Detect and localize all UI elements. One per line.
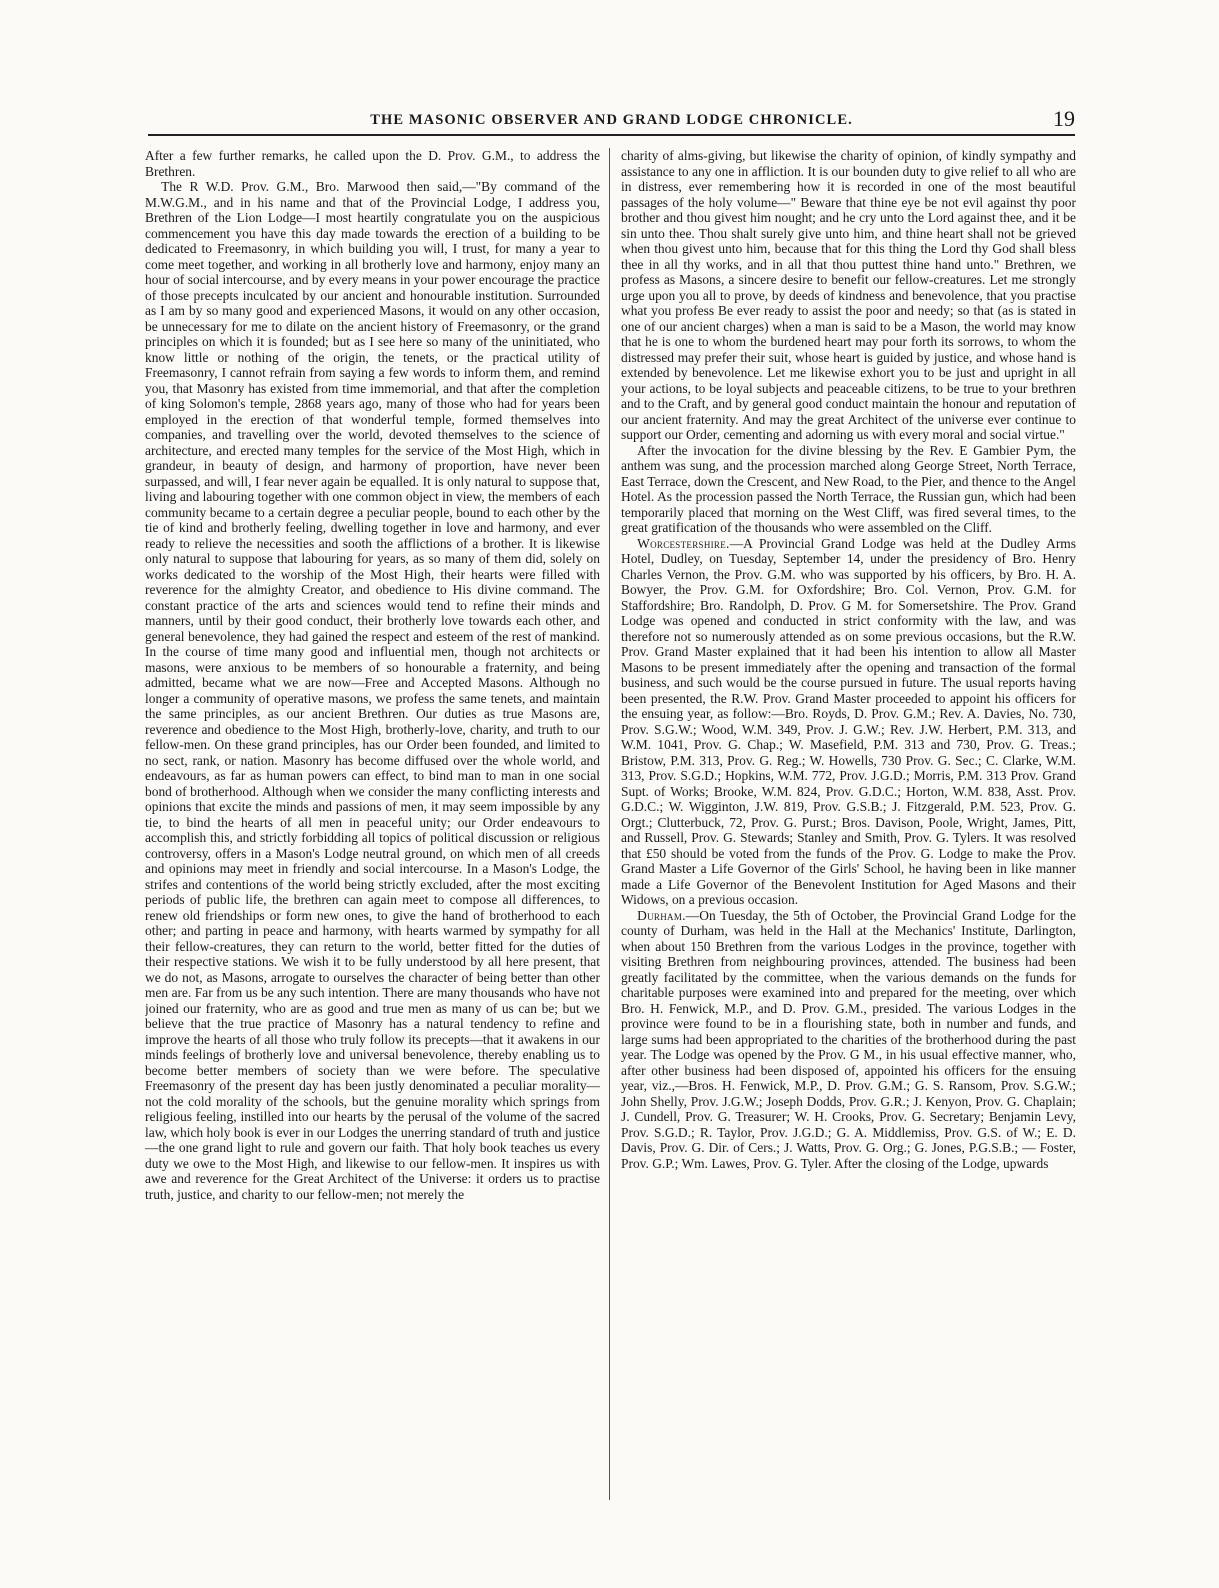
column-divider xyxy=(609,148,610,1500)
paragraph: The R W.D. Prov. G.M., Bro. Marwood then said,—"By command of the M.W.G.M., and in his name and that of the Provincial Lodge, I address you, Brethren of the Lion Lodge—I most heartily congratulate you on the auspicious commencement you have this day made towards the erection of a building to be dedicated to Freemasonry, in which building you will, I trust, for many a year to come meet together, and working in all brotherly love and harmony, enjoy many an hour of social intercourse, and by every means in your power encourage the practice of those precepts inculcated by our ancient and honourable institution. Surrounded as I am by so many good and experienced Masons, it would on any other occasion, be unnecessary for me to dilate on the ancient history of Freemasonry, or the grand principles on which it is founded; but as I see here so many of the uninitiated, who know little or nothing of the origin, the tenets, or the practical utility of Freemasonry, I cannot refrain from saying a few words to inform them, and remind you, that Masonry has existed from time immemorial, and that after the completion of king Solomon's temple, 2868 years ago, many of those who had for years been employed in the erection of that wonderful temple, formed themselves into companies, and travelling over the world, devoted themselves to the science of architecture, and erected many temples for the service of the Most High, which in grandeur, in beauty of design, and harmony of proportion, have never been surpassed, and will, I fear never again be equalled. It is only natural to suppose that, living and labouring together with one common object in view, the members of each community became to a certain degree a peculiar people, bound to each other by the tie of kind and brotherly feeling, dwelling together in love and harmony, and ever ready to relieve the necessities and sooth the afflictions of a brother. It is likewise only natural to suppose that labouring for years, as so many of them did, solely on works dedicated to the worship of the Most High, their hearts were filled with reverence for the almighty Creator, and obedience to His divine command. The constant practice of the arts and sciences would tend to refine their minds and manners, until by their good conduct, their brotherly love towards each other, and general benevolence, they had gained the respect and esteem of the rest of mankind. In the course of time many good and influential men, though not architects or masons, were anxious to be members of so honourable a fraternity, and being admitted, became what we are now—Free and Accepted Masons. Although no longer a community of operative masons, we profess the same tenets, and maintain the same principles, as our ancient Brethren. Our duties as true Masons are, reverence and obedience to the Most High, brotherly-love, charity, and truth to our fellow-men. On these grand principles, has our Order been founded, and limited to no sect, rank, or nation. Masonry has become diffused over the whole world, and endeavours, as far as human powers can effect, to bind man to man in one social bond of brotherhood. Although when we consider the many conflicting interests and opinions that excite the minds and passions of men, it may seem impossible by any tie, to bind the hearts of all men in peaceful unity; our Order endeavours to accomplish this, and strictly forbidding all topics of political discussion or religious controversy, offers in a Mason's Lodge neutral ground, on which men of all creeds and opinions may meet in friendly and social intercourse. In a Mason's Lodge, the strifes and contentions of the world being strictly excluded, after the most exciting periods of public life, the brethren can again meet to compose all differences, to renew old friendships or form new ones, to give the hand of brotherhood to each other; and parting in peace and harmony, with hearts warmed by sympathy for all their fellow-creatures, they can return to the world, better fitted for the duties of their respective stations. We wish it to be fully understood by all here present, that we do not, as Masons, arrogate to ourselves the character of being better than other men are. Far from us be any such intention. There are many thousands who have not joined our fraternity, who are as good and true men as many of us can be; but we believe that the true practice of Masonry has a natural tendency to refine and improve the hearts of all those who truly follow its precepts—that it awakens in our minds feelings of brotherly love and universal benevolence, thereby enabling us to become better members of society than we were before. The speculative Freemasonry of the present day has been justly denominated a peculiar morality—not the cold morality of the schools, but the genuine morality which springs from religious feeling, instilled into our hearts by the perusal of the volume of the sacred law, which holy book is ever in our Lodges the unerring standard of truth and justice—the one grand light to rule and govern our faith. That holy book teaches us every duty we owe to the Most High, and likewise to our fellow-men. It inspires us with awe and reverence for the Great Architect of the Universe: it orders us to practise truth, justice, and charity to our fellow-men; not merely the xyxy=(145,179,600,1202)
page-number: 19 xyxy=(1053,106,1075,131)
paragraph-text: —On Tuesday, the 5th of October, the Provincial Grand Lodge for the county of Durham, was held in the Hall at the Mechanics' Institute, Darlington, when about 150 Brethren from the various Lodges in the province, together with visiting Brethren from neighbouring provinces, attended. The business had been greatly facilitated by the committee, when the various demands on the funds for charitable purposes were examined into and prepared for the meeting, over which Bro. H. Fenwick, M.P., and D. Prov. G.M., presided. The various Lodges in the province were found to be in a flourishing state, both in number and funds, and large sums had been appropriated to the charities of the brotherhood during the past year. The Lodge was opened by the Prov. G M., in his usual effective manner, who, after other business had been disposed of, appointed his officers for the ensuing year, viz.,—Bros. H. Fenwick, M.P., D. Prov. G.M.; G. S. Ransom, Prov. S.G.W.; John Shelly, Prov. J.G.W.; Joseph Dodds, Prov. G.R.; J. Kenyon, Prov. G. Chaplain; J. Cundell, Prov. G. Treasurer; W. H. Crooks, Prov. G. Secretary; Benjamin Levy, Prov. S.G.D.; R. Taylor, Prov. J.G.D.; G. A. Middlemiss, Prov. G.S. of W.; E. D. Davis, Prov. G. Dir. of Cers.; J. Watts, Prov. G. Org.; G. Jones, P.G.S.B.; — Foster, Prov. G.P.; Wm. Lawes, Prov. G. Tyler. After the closing of the Lodge, upwards xyxy=(621,907,1076,1171)
paragraph-text: —A Provincial Grand Lodge was held at the Dudley Arms Hotel, Dudley, on Tuesday, September 14, under the presidency of Bro. Henry Charles Vernon, the Prov. G.M. who was supported by his officers, by Bro. H. A. Bowyer, the Prov. G.M. for Oxfordshire; Bro. Col. Vernon, Prov. G.M. for Staffordshire; Bro. Randolph, D. Prov. G M. for Somersetshire. The Prov. Grand Lodge was opened and conducted in strict conformity with the law, and was therefore not so numerously attended as on some previous occasions, but the R.W. Prov. Grand Master explained that it had been his intention to allow all Master Masons to be present immediately after the opening and transaction of the formal business, and such would be the course pursued in future. The usual reports having been presented, the R.W. Prov. Grand Master proceeded to appoint his officers for the ensuing year, as follow:—Bro. Royds, D. Prov. G.M.; Rev. A. Davies, No. 730, Prov. S.G.W.; Wood, W.M. 349, Prov. J. G.W.; Rev. J.W. Herbert, P.M. 313, and W.M. 1041, Prov. G. Chap.; W. Masefield, P.M. 313 and 730, Prov. G. Treas.; Bristow, P.M. 313, Prov. G. Reg.; W. Howells, 730 Prov. G. Sec.; C. Clarke, W.M. 313, Prov. S.G.D.; Hopkins, W.M. 772, Prov. J.G.D.; Morris, P.M. 313 Prov. Grand Supt. of Works; Brooke, W.M. 824, Prov. G.D.C.; Horton, W.M. 838, Asst. Prov. G.D.C.; W. Wigginton, J.W. 819, Prov. G.S.B.; J. Fitzgerald, P.M. 523, Prov. G. Orgt.; Clutterbuck, 72, Prov. G. Purst.; Bros. Davison, Poole, Wright, James, Pitt, and Russell, Prov. G. Stewards; Stanley and Smith, Prov. G. Tylers. It was resolved that £50 should be voted from the funds of the Prov. G. Lodge to make the Prov. Grand Master a Life Governor of the Girls' School, he having been in like manner made a Life Governor of the Benevolent Institution for Aged Masons and their Widows, on a previous occasion. xyxy=(621,535,1076,907)
paragraph: After the invocation for the divine blessing by the Rev. E Gambier Pym, the anthem was sung, and the procession marched along George Street, North Terrace, East Terrace, down the Crescent, and New Road, to the Pier, and thence to the Angel Hotel. As the procession passed the North Terrace, the Russian gun, which had been temporarily placed that morning on the West Cliff, was fired several times, to the great gratification of the thousands who were assembled on the Cliff. xyxy=(621,442,1076,535)
left-column xyxy=(145,148,600,1500)
right-column xyxy=(621,148,1076,1500)
section-lead: Durham. xyxy=(637,907,686,923)
paragraph: charity of alms-giving, but likewise the charity of opinion, of kindly sympathy and assistance to any one in affliction. It is our bounden duty to give relief to all who are in distress, ever remembering how it is recorded in one of the most beautiful passages of the holy volume—" Beware that thine eye be not evil against thy poor brother and thou givest him nought; and he cry unto the Lord against thee, and it be sin unto thee. Thou shalt surely give unto him, and thine heart shall not be grieved when thou givest unto him, because that for this thing the Lord thy God shall bless thee in all thy works, and in all that thou puttest thine hand unto." Brethren, we profess as Masons, a sincere desire to benefit our fellow-creatures. Let me strongly urge upon you all to prove, by deeds of kindness and benevolence, that you practise what you profess Be ever ready to assist the poor and needy; so that (as is stated in one of our ancient charges) when a man is said to be a Mason, the world may know that he is one to whom the burdened heart may pour forth its sorrows, to whom the distressed may prefer their suit, whose heart is guided by justice, and whose hand is extended by benevolence. Let me likewise exhort you to be just and upright in all your actions, to be loyal subjects and peaceable citizens, to be true to your brethren and to the Craft, and by general good conduct maintain the honour and reputation of our ancient fraternity. And may the great Architect of the universe ever continue to support our Order, cementing and adorning us with every moral and social virtue." xyxy=(621,148,1076,442)
paragraph-durham xyxy=(621,908,1076,1172)
running-title: THE MASONIC OBSERVER AND GRAND LODGE CHRONICLE. xyxy=(370,112,853,128)
paragraph-worcestershire xyxy=(621,536,1076,908)
section-lead: Worcestershire. xyxy=(637,535,730,551)
paragraph: After a few further remarks, he called upon the D. Prov. G.M., to address the Brethren. xyxy=(145,148,600,179)
page-header xyxy=(148,106,1075,136)
